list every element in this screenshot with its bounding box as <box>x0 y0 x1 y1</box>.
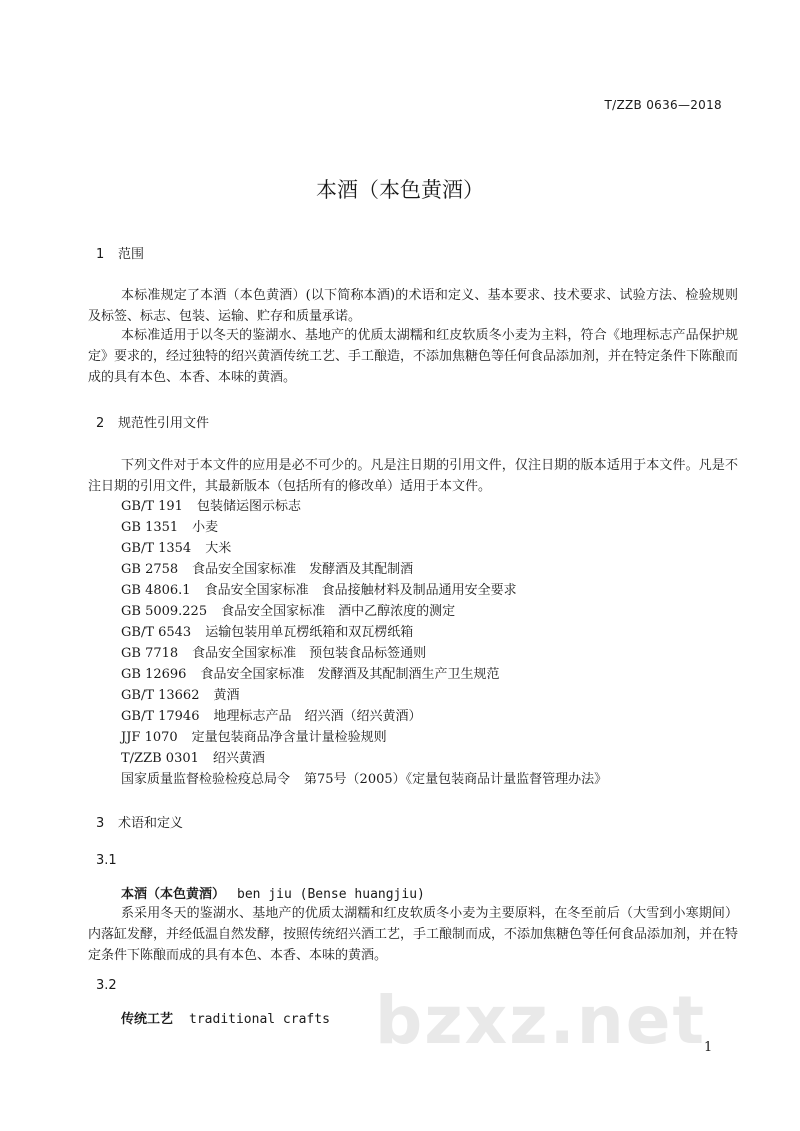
term-3-1-heading <box>121 883 425 902</box>
reference-title: 第75号（2005）《定量包装商品计量监督管理办法》 <box>304 772 608 787</box>
section-2-number: 2 <box>96 416 105 431</box>
reference-title: 食品安全国家标准 发酵酒及其配制酒生产卫生规范 <box>200 667 500 682</box>
reference-code: GB 4806.1 <box>121 583 191 598</box>
reference-title: 大米 <box>205 541 232 556</box>
reference-title: 食品安全国家标准 食品接触材料及制品通用安全要求 <box>204 583 517 598</box>
watermark: bzxz.net <box>375 982 707 1059</box>
section-2-heading <box>96 412 209 431</box>
section-3-number: 3 <box>96 816 105 831</box>
reference-item <box>121 601 455 622</box>
reference-code: GB/T 6543 <box>121 625 192 640</box>
term-3-2-heading <box>121 1008 330 1027</box>
reference-item <box>121 664 499 685</box>
reference-item <box>121 727 387 748</box>
term-3-2-zh: 传统工艺 <box>121 1012 174 1027</box>
reference-code: GB 5009.225 <box>121 604 208 619</box>
reference-code: GB 2758 <box>121 562 179 577</box>
term-3-1-definition: 系采用冬天的鉴湖水、基地产的优质太湖糯和红皮软质冬小麦为主要原料，在冬至前后（大雪到小寒期间）内落缸发酵，并经低温自然发酵，按照传统绍兴酒工艺，手工酿制而成，不添加焦糖色等任何食品添加剂，并在特定条件下陈酿而成的具有本色、本香、本味的黄酒。 <box>88 906 739 963</box>
term-3-2-number: 3.2 <box>96 978 117 993</box>
document-title: 本酒（本色黄酒） <box>316 178 484 202</box>
term-3-1-en: ben jiu (Bense huangjiu) <box>237 887 425 902</box>
section-2-title: 规范性引用文件 <box>118 416 210 431</box>
reference-item <box>121 706 422 727</box>
reference-code: GB/T 1354 <box>121 541 192 556</box>
reference-item <box>121 685 240 706</box>
section-3-heading <box>96 812 183 831</box>
standard-code: T/ZZB 0636—2018 <box>604 98 722 112</box>
reference-code: GB/T 191 <box>121 499 183 514</box>
reference-title: 食品安全国家标准 酒中乙醇浓度的测定 <box>221 604 456 619</box>
reference-code: GB 12696 <box>121 667 187 682</box>
reference-title: 食品安全国家标准 预包装食品标签通则 <box>192 646 427 661</box>
reference-title: 食品安全国家标准 发酵酒及其配制酒 <box>192 562 414 577</box>
reference-code: JJF 1070 <box>121 730 178 745</box>
section-1-heading <box>96 243 144 262</box>
reference-item <box>121 559 413 580</box>
reference-code: GB 7718 <box>121 646 179 661</box>
scope-paragraph-1: 本标准规定了本酒（本色黄酒）(以下简称本酒)的术语和定义、基本要求、技术要求、试验方法、检验规则及标签、标志、包装、运输、贮存和质量承诺。 <box>88 288 738 324</box>
reference-item <box>121 538 231 559</box>
reference-item <box>121 748 265 769</box>
page-number: 1 <box>704 1040 713 1055</box>
reference-item <box>121 622 413 643</box>
reference-title: 小麦 <box>192 520 219 535</box>
reference-title: 运输包装用单瓦楞纸箱和双瓦楞纸箱 <box>205 625 414 640</box>
reference-title: 包装储运图示标志 <box>196 499 301 514</box>
section-3-title: 术语和定义 <box>118 816 184 831</box>
reference-code: GB 1351 <box>121 520 179 535</box>
term-3-1-number: 3.1 <box>96 853 117 868</box>
references-intro: 下列文件对于本文件的应用是必不可少的。凡是注日期的引用文件，仅注日期的版本适用于本文件。凡是不注日期的引用文件，其最新版本（包括所有的修改单）适用于本文件。 <box>88 458 738 494</box>
reference-code: T/ZZB 0301 <box>121 751 199 766</box>
reference-item <box>121 517 218 538</box>
reference-item <box>121 496 301 517</box>
reference-item <box>121 643 426 664</box>
term-3-2-en: traditional crafts <box>189 1012 330 1027</box>
section-1-title: 范围 <box>118 247 145 262</box>
reference-item <box>121 769 607 790</box>
reference-item <box>121 580 517 601</box>
reference-title: 黄酒 <box>213 688 240 703</box>
reference-code: GB/T 13662 <box>121 688 200 703</box>
scope-paragraph-2: 本标准适用于以冬天的鉴湖水、基地产的优质太湖糯和红皮软质冬小麦为主料，符合《地理标志产品保护规定》要求的，经过独特的绍兴黄酒传统工艺、手工酿造，不添加焦糖色等任何食品添加剂，并在特定条件下陈酿而成的具有本色、本香、本味的黄酒。 <box>88 328 739 385</box>
reference-code: GB/T 17946 <box>121 709 200 724</box>
term-3-1-zh: 本酒（本色黄酒） <box>121 887 226 902</box>
reference-code: 国家质量监督检验检疫总局令 <box>121 772 291 787</box>
reference-title: 绍兴黄酒 <box>212 751 265 766</box>
reference-title: 地理标志产品 绍兴酒（绍兴黄酒） <box>213 709 422 724</box>
section-1-number: 1 <box>96 247 105 262</box>
reference-title: 定量包装商品净含量计量检验规则 <box>191 730 387 745</box>
